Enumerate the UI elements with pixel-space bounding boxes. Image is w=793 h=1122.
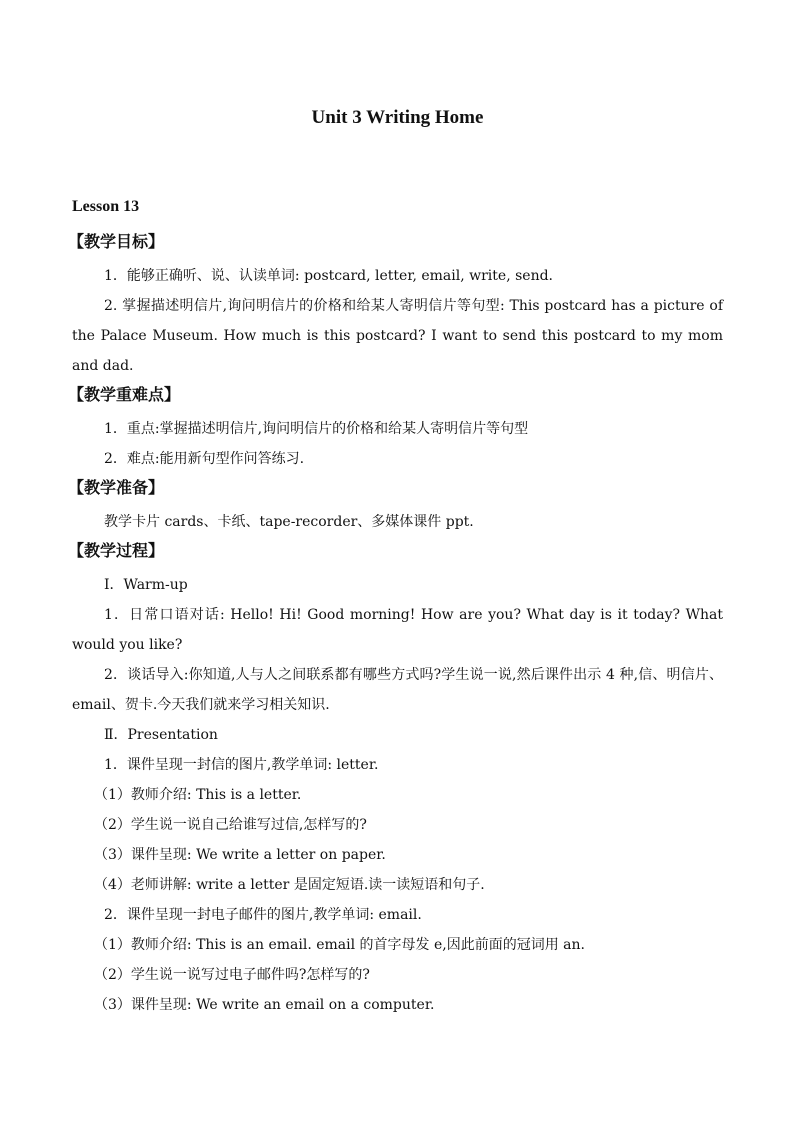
process-item: 2．课件呈现一封电子邮件的图片,教学单词: email. xyxy=(104,907,422,923)
process-item: 1．课件呈现一封信的图片,教学单词: letter. xyxy=(104,757,379,773)
preparation-heading: 【教学准备】 xyxy=(68,478,165,497)
document-title: Unit 3 Writing Home xyxy=(311,107,484,128)
process-subitem: （2）学生说一说自己给谁写过信,怎样写的? xyxy=(94,817,367,833)
process-subitem: （1）教师介绍: This is an email. email 的首字母发 e,因此前面的冠词用 an. xyxy=(94,937,585,953)
process-item: 2．谈话导入:你知道,人与人之间联系都有哪些方式吗?学生说一说,然后课件出示 4 种,信、明信片、email、贺卡.今天我们就来学习相关知识. xyxy=(72,667,723,713)
process-item: 1．日常口语对话: Hello! Hi! Good morning! How are you? What day is it today? What would you like? xyxy=(72,607,723,653)
process-subitem: （1）教师介绍: This is a letter. xyxy=(94,787,302,803)
process-subitem: （3）课件呈现: We write an email on a computer. xyxy=(94,997,435,1013)
preparation-body xyxy=(72,507,723,537)
objectives-heading: 【教学目标】 xyxy=(68,232,165,251)
process-subitem: （3）课件呈现: We write a letter on paper. xyxy=(94,847,386,863)
process-subitem: （4）老师讲解: write a letter 是固定短语.读一读短语和句子. xyxy=(94,877,485,893)
process-body xyxy=(72,570,723,1020)
process-step-heading: Ⅰ．Warm-up xyxy=(104,577,188,593)
lesson-label: Lesson 13 xyxy=(72,198,140,215)
key-points-body xyxy=(72,414,723,474)
objective-item: 2. 掌握描述明信片,询问明信片的价格和给某人寄明信片等句型: This postcard has a picture of the Palace Museum. How much is this postcard? I want to send this postcard to my mom and dad. xyxy=(72,298,723,374)
key-point-item: 1．重点:掌握描述明信片,询问明信片的价格和给某人寄明信片等句型 xyxy=(104,421,529,437)
process-subitem: （2）学生说一说写过电子邮件吗?怎样写的? xyxy=(94,967,370,983)
objectives-body xyxy=(72,261,723,381)
process-step-heading: Ⅱ．Presentation xyxy=(104,727,218,743)
process-heading: 【教学过程】 xyxy=(68,541,165,560)
key-point-item: 2．难点:能用新句型作问答练习. xyxy=(104,451,305,467)
objective-item: 1．能够正确听、说、认读单词: postcard, letter, email, write, send. xyxy=(104,268,553,284)
preparation-item: 教学卡片 cards、卡纸、tape-recorder、多媒体课件 ppt. xyxy=(104,514,474,530)
key-points-heading: 【教学重难点】 xyxy=(68,385,181,404)
